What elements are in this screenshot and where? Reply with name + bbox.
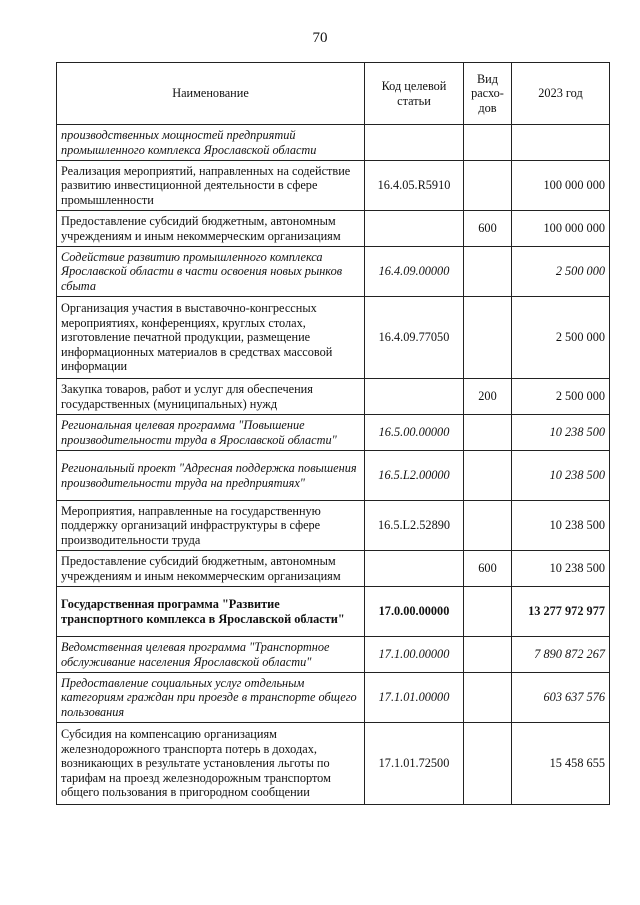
row-name: Организация участия в выставочно-конгрессных мероприятиях, конференциях, круглых столах, изготовление печатной продукции, размещение информационных материалов в средствах массовой информации	[57, 297, 365, 379]
row-code	[365, 379, 464, 415]
row-code: 16.4.05.R5910	[365, 161, 464, 211]
row-type	[464, 637, 512, 673]
header-year: 2023 год	[512, 63, 610, 125]
row-amount: 2 500 000	[512, 379, 610, 415]
row-type	[464, 297, 512, 379]
row-type: 200	[464, 379, 512, 415]
row-name: Закупка товаров, работ и услуг для обеспечения государственных (муниципальных) нужд	[57, 379, 365, 415]
table-row	[57, 247, 610, 297]
row-code	[365, 125, 464, 161]
row-name: Реализация мероприятий, направленных на содействие развитию инвестиционной деятельности в сфере промышленности	[57, 161, 365, 211]
row-name: Региональная целевая программа "Повышение производительности труда в Ярославской области"	[57, 415, 365, 451]
table-row	[57, 161, 610, 211]
budget-table	[56, 62, 610, 805]
row-type	[464, 723, 512, 805]
row-type	[464, 451, 512, 501]
row-type: 600	[464, 211, 512, 247]
row-name: Субсидия на компенсацию организациям железнодорожного транспорта потерь в доходах, возникающих в результате установления льготы по тарифам на проезд железнодорожным транспортом общего пользования в пригородном сообщении	[57, 723, 365, 805]
row-type	[464, 501, 512, 551]
row-code	[365, 211, 464, 247]
row-type	[464, 161, 512, 211]
row-amount: 10 238 500	[512, 415, 610, 451]
table-row	[57, 211, 610, 247]
row-code: 17.1.00.00000	[365, 637, 464, 673]
table-row	[57, 451, 610, 501]
table-row	[57, 637, 610, 673]
row-name: Содействие развитию промышленного комплекса Ярославской области в части освоения новых рынков сбыта	[57, 247, 365, 297]
row-amount: 100 000 000	[512, 161, 610, 211]
row-type	[464, 673, 512, 723]
row-amount: 13 277 972 977	[512, 587, 610, 637]
row-type: 600	[464, 551, 512, 587]
row-amount: 15 458 655	[512, 723, 610, 805]
row-name: Государственная программа "Развитие транспортного комплекса в Ярославской области"	[57, 587, 365, 637]
row-name: Мероприятия, направленные на государственную поддержку организаций инфраструктуры в сфере производительности труда	[57, 501, 365, 551]
row-amount	[512, 125, 610, 161]
row-code: 16.5.L2.00000	[365, 451, 464, 501]
table-row	[57, 501, 610, 551]
row-amount: 10 238 500	[512, 451, 610, 501]
row-code: 17.1.01.72500	[365, 723, 464, 805]
table-row	[57, 587, 610, 637]
table-row	[57, 673, 610, 723]
row-name: Региональный проект "Адресная поддержка повышения производительности труда на предприятиях"	[57, 451, 365, 501]
row-code: 16.4.09.00000	[365, 247, 464, 297]
header-type: Вид расхо-дов	[464, 63, 512, 125]
row-type	[464, 125, 512, 161]
row-amount: 100 000 000	[512, 211, 610, 247]
row-name: Предоставление субсидий бюджетным, автономным учреждениям и иным некоммерческим организациям	[57, 211, 365, 247]
row-code: 17.0.00.00000	[365, 587, 464, 637]
row-name: Ведомственная целевая программа "Транспортное обслуживание населения Ярославской области"	[57, 637, 365, 673]
row-amount: 7 890 872 267	[512, 637, 610, 673]
header-code: Код целевой статьи	[365, 63, 464, 125]
row-type	[464, 587, 512, 637]
table-row	[57, 551, 610, 587]
row-amount: 10 238 500	[512, 501, 610, 551]
table-row	[57, 379, 610, 415]
row-amount: 2 500 000	[512, 247, 610, 297]
row-type	[464, 247, 512, 297]
row-amount: 2 500 000	[512, 297, 610, 379]
row-code: 16.5.L2.52890	[365, 501, 464, 551]
table-row	[57, 415, 610, 451]
header-name: Наименование	[57, 63, 365, 125]
table-row	[57, 297, 610, 379]
page-number: 70	[312, 30, 328, 46]
table-row	[57, 723, 610, 805]
table-body	[57, 125, 610, 805]
table-header-row	[57, 63, 610, 125]
row-code	[365, 551, 464, 587]
table-row	[57, 125, 610, 161]
row-code: 16.4.09.77050	[365, 297, 464, 379]
row-name: Предоставление субсидий бюджетным, автономным учреждениям и иным некоммерческим организациям	[57, 551, 365, 587]
row-code: 16.5.00.00000	[365, 415, 464, 451]
row-name: Предоставление социальных услуг отдельным категориям граждан при проезде в транспорте общего пользования	[57, 673, 365, 723]
row-type	[464, 415, 512, 451]
row-amount: 603 637 576	[512, 673, 610, 723]
row-amount: 10 238 500	[512, 551, 610, 587]
row-name: производственных мощностей предприятий промышленного комплекса Ярославской области	[57, 125, 365, 161]
row-code: 17.1.01.00000	[365, 673, 464, 723]
